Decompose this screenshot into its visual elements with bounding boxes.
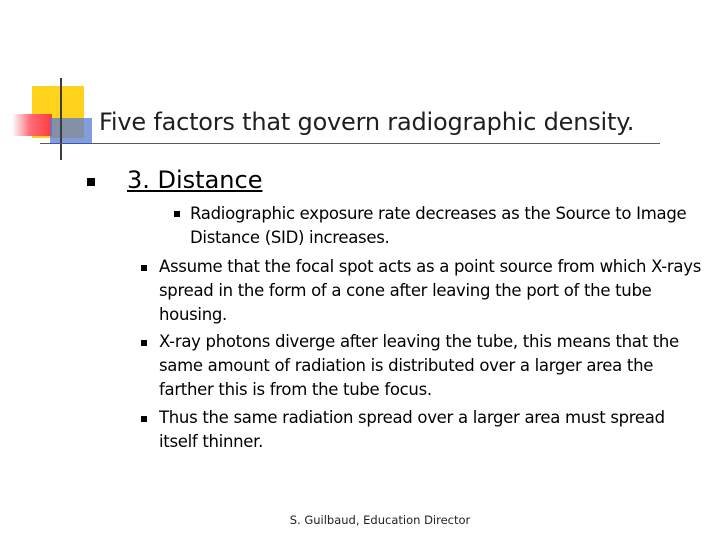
slide-title: Five factors that govern radiographic density. (99, 108, 635, 136)
decor-red-gradient-bar (12, 114, 52, 136)
section-heading: 3. Distance (127, 166, 263, 194)
bullet-marker (141, 265, 147, 271)
bullet-text: Radiographic exposure rate decreases as the Source to Image Distance (SID) increases. (190, 204, 687, 247)
bullet-text: Thus the same radiation spread over a larger area must spread itself thinner. (159, 408, 665, 451)
decor-vertical-line (60, 78, 62, 160)
decor-blue-square (50, 118, 92, 144)
bullet-text: X-ray photons diverge after leaving the tube, this means that the same amount of radiation is distributed over a larger area the farther this is from the tube focus. (159, 332, 679, 399)
bullet-marker (141, 416, 147, 422)
slide-footer: S. Guilbaud, Education Director (289, 513, 471, 527)
bullet-marker (87, 178, 95, 186)
title-underline-rule (40, 143, 660, 144)
bullet-marker (141, 340, 147, 346)
bullet-marker (174, 211, 180, 217)
bullet-text: Assume that the focal spot acts as a point source from which X-rays spread in the form of a cone after leaving the port of the tube housing. (159, 257, 701, 324)
